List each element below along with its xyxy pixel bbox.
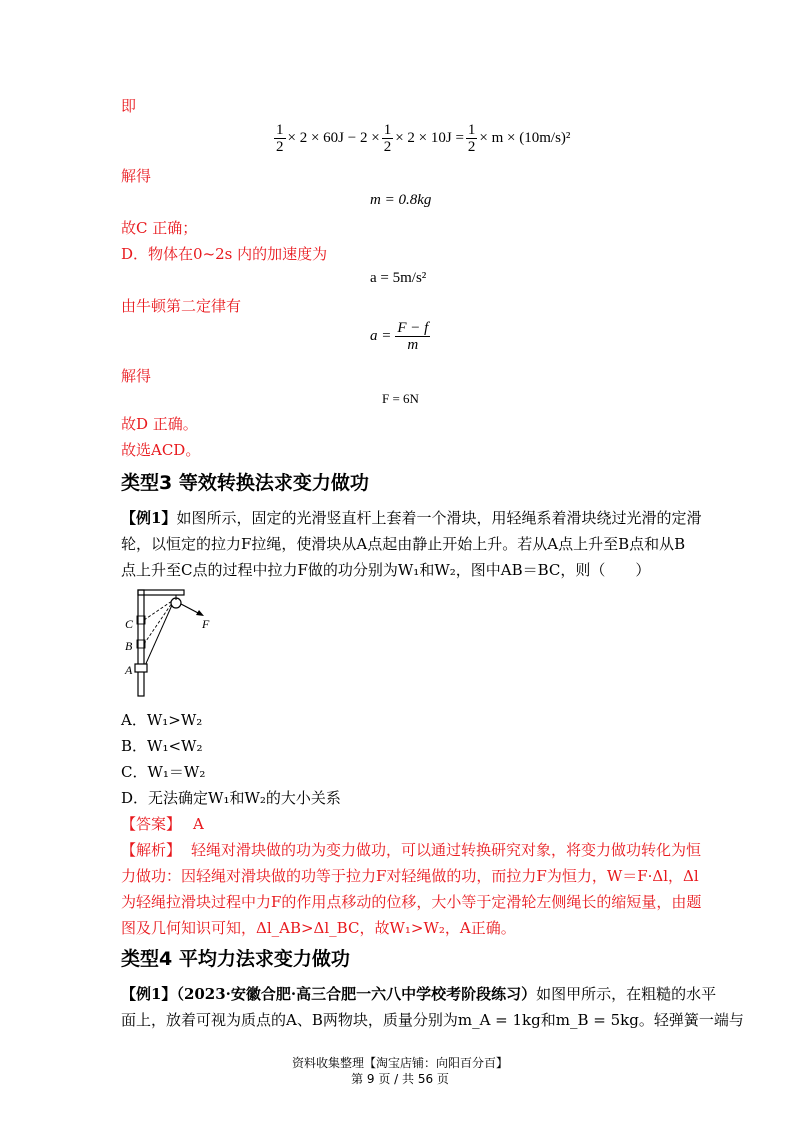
frac-num: 1 (276, 122, 284, 138)
section-4-title: 类型4 平均力法求变力做功 (121, 948, 350, 970)
example-1-line-3: 点上升至C点的过程中拉力F做的功分别为W₁和W₂，图中AB＝BC，则（ ） (121, 561, 651, 579)
option-a: A．W₁>W₂ (121, 711, 203, 729)
eq-a-den: m (407, 337, 419, 353)
force-arrow-line (181, 604, 200, 614)
example-1-line-2: 轮，以恒定的拉力F拉绳，使滑块从A点起由静止开始上升。若从A点上升至B点和从B (121, 535, 686, 553)
option-d: D．无法确定W₁和W₂的大小关系 (121, 789, 341, 807)
rope-line-b (144, 603, 172, 644)
eq-term-2: × 2 × 10J = (395, 130, 464, 146)
label-b: B (125, 639, 133, 653)
pulley-figure (120, 588, 220, 700)
text-jiede-2: 解得 (121, 367, 152, 385)
example-source: （2023·安徽合肥·高三合肥一六八中学校考阶段练习） (176, 985, 537, 1003)
example-2-line-1 (121, 984, 716, 1004)
answer-value: A (193, 815, 204, 833)
text-c-correct: 故C 正确； (121, 219, 198, 237)
slider-block (135, 664, 147, 672)
label-f: F (202, 617, 210, 631)
footer-source: 资料收集整理【淘宝店铺：向阳百分百】 (291, 1056, 508, 1070)
analysis-text: 轻绳对滑块做的功为变力做功，可以通过转换研究对象，将变力做功转化为恒 (191, 841, 702, 859)
example-tag: 【例1】 (121, 509, 177, 527)
frac-den: 2 (467, 139, 476, 155)
text-d-item: D．物体在0~2s 内的加速度为 (121, 245, 328, 263)
label-c: C (125, 617, 134, 631)
section-3-title: 类型3 等效转换法求变力做功 (121, 472, 369, 494)
top-bar (138, 590, 184, 595)
frac-num: 1 (383, 122, 392, 138)
force-result: F = 6N (382, 391, 419, 406)
frac-den: 2 (383, 139, 392, 155)
answer-line (121, 814, 204, 834)
rope-line-a (144, 605, 172, 668)
example-text: 如图所示，固定的光滑竖直杆上套着一个滑块，用轻绳系着滑块绕过光滑的定滑 (176, 509, 702, 527)
example-tag: 【例1】 (121, 985, 177, 1003)
analysis-line-2: 力做功：因轻绳对滑块做的功等于拉力F对轻绳做的功，而拉力F为恒力，W＝F·Δl，Δl (121, 867, 699, 885)
analysis-line-3: 为轻绳拉滑块过程中力F的作用点移动的位移，大小等于定滑轮左侧绳长的缩短量，由题 (121, 893, 702, 911)
analysis-line-4: 图及几何知识可知，Δl_AB>Δl_BC，故W₁>W₂，A正确。 (121, 919, 516, 937)
frac-num: 1 (467, 122, 476, 138)
text-jiede-1: 解得 (121, 167, 152, 185)
analysis-line-1 (121, 840, 701, 860)
vertical-rod (138, 590, 144, 696)
text-newton: 由牛顿第二定律有 (121, 297, 242, 315)
text-d-correct: 故D 正确。 (121, 415, 198, 433)
answer-tag: 【答案】 (121, 815, 182, 833)
analysis-tag: 【解析】 (121, 841, 182, 859)
text-choose: 故选ACD。 (121, 441, 201, 459)
eq-term-3: × m × (10m/s)² (479, 130, 571, 146)
example-2-line-2: 面上，放着可视为质点的A、B两物块，质量分别为m_A = 1kg和m_B = 5kg。轻弹簧一端与 (121, 1011, 744, 1029)
newton-equation (370, 320, 432, 353)
eq-term-1: × 2 × 60J − 2 × (287, 130, 380, 146)
footer-page-number: 第 9 页 / 共 56 页 (351, 1072, 449, 1086)
text-ji: 即 (121, 97, 137, 115)
option-b: B．W₁<W₂ (121, 737, 203, 755)
option-c: C．W₁＝W₂ (121, 763, 206, 781)
acceleration-result: a = 5m/s² (370, 270, 427, 286)
frac-den: 2 (276, 139, 284, 155)
example-1-line-1 (121, 508, 701, 528)
eq-a-num: F − f (397, 320, 429, 336)
rope-line-c (144, 601, 172, 620)
eq-a-lhs: a = (370, 328, 392, 344)
example-text: 如图甲所示，在粗糙的水平 (536, 985, 717, 1003)
mass-result: m = 0.8kg (370, 192, 432, 208)
energy-equation (272, 122, 570, 155)
label-a: A (125, 663, 133, 677)
